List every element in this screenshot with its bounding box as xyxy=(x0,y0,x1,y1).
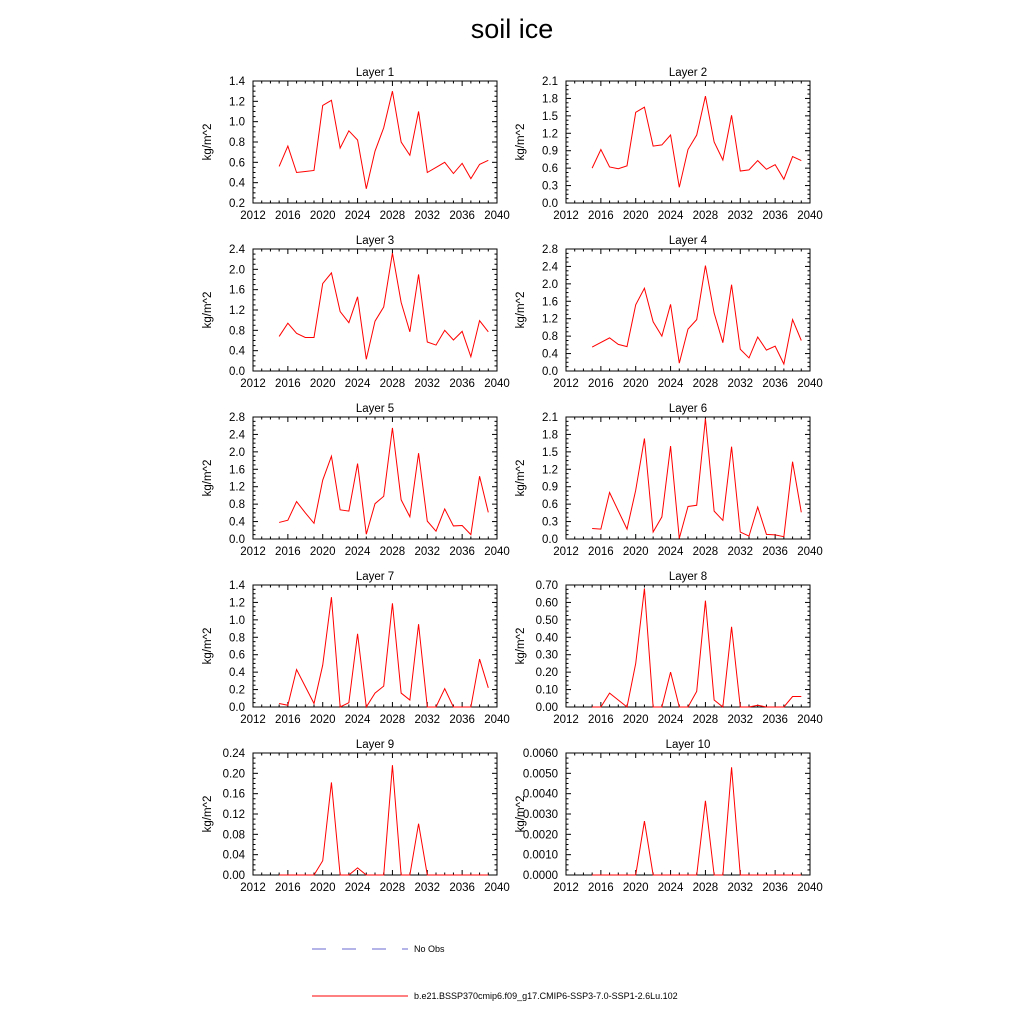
y-axis-label: kg/m^2 xyxy=(202,123,214,161)
x-tick-label: 2032 xyxy=(727,378,754,390)
x-tick-label: 2016 xyxy=(588,210,614,222)
chart-title: Layer 1 xyxy=(355,67,395,79)
x-tick-label: 2024 xyxy=(657,714,684,726)
y-tick-label: 0.4 xyxy=(229,345,245,358)
y-tick-label: 0.0060 xyxy=(522,748,558,760)
y-tick-label: 2.8 xyxy=(542,244,558,256)
x-tick-label: 2040 xyxy=(484,210,510,222)
x-tick-label: 2032 xyxy=(727,210,754,222)
x-tick-label: 2036 xyxy=(762,882,788,894)
y-tick-label: 2.4 xyxy=(229,244,245,256)
x-tick-label: 2016 xyxy=(275,882,301,894)
y-axis-label: kg/m^2 xyxy=(202,459,214,497)
y-tick-label: 2.0 xyxy=(542,278,558,291)
y-axis-label: kg/m^2 xyxy=(515,123,527,161)
y-tick-label: 2.0 xyxy=(229,446,245,459)
y-tick-label: 2.4 xyxy=(229,429,245,442)
x-tick-label: 2024 xyxy=(344,210,371,222)
x-tick-label: 2016 xyxy=(588,378,614,390)
x-tick-label: 2036 xyxy=(449,714,475,726)
chart-title: Layer 9 xyxy=(355,739,395,751)
chart-title: Layer 4 xyxy=(668,235,708,247)
x-tick-label: 2024 xyxy=(344,378,371,390)
x-tick-label: 2028 xyxy=(379,546,406,558)
chart-layer-7 xyxy=(202,571,510,726)
chart-layer-9 xyxy=(202,739,510,894)
x-tick-label: 2036 xyxy=(449,882,475,894)
x-tick-label: 2024 xyxy=(344,882,371,894)
x-tick-label: 2032 xyxy=(414,882,441,894)
series-line xyxy=(592,419,801,539)
y-tick-label: 2.1 xyxy=(542,76,558,88)
y-tick-label: 1.8 xyxy=(542,429,558,442)
y-tick-label: 0.12 xyxy=(222,809,245,821)
y-tick-label: 1.6 xyxy=(229,464,245,477)
x-tick-label: 2020 xyxy=(309,546,336,558)
chart-title: Layer 5 xyxy=(355,403,395,415)
y-tick-label: 2.1 xyxy=(542,412,558,424)
series-line xyxy=(279,765,488,875)
y-tick-label: 1.4 xyxy=(229,580,245,592)
x-tick-label: 2040 xyxy=(484,378,510,390)
series-line xyxy=(279,428,488,535)
y-tick-label: 0.50 xyxy=(535,614,558,627)
y-tick-label: 0.0 xyxy=(229,702,245,714)
y-tick-label: 0.04 xyxy=(222,849,245,862)
x-tick-label: 2020 xyxy=(622,210,649,222)
y-tick-label: 1.6 xyxy=(229,284,245,297)
x-tick-label: 2024 xyxy=(657,210,684,222)
x-tick-label: 2016 xyxy=(275,714,301,726)
y-tick-label: 0.0030 xyxy=(522,809,558,821)
chart-title: Layer 3 xyxy=(355,235,395,247)
x-tick-label: 2020 xyxy=(622,714,649,726)
x-tick-label: 2032 xyxy=(414,210,441,222)
y-tick-label: 0.3 xyxy=(542,516,558,529)
y-tick-label: 2.8 xyxy=(229,412,245,424)
x-tick-label: 2020 xyxy=(309,210,336,222)
y-tick-label: 0.4 xyxy=(542,348,558,361)
x-tick-label: 2016 xyxy=(275,546,301,558)
y-tick-label: 0.8 xyxy=(229,632,245,645)
y-tick-label: 1.2 xyxy=(229,96,245,109)
y-tick-label: 0.24 xyxy=(222,748,245,760)
x-tick-label: 2028 xyxy=(692,714,719,726)
y-axis-label: kg/m^2 xyxy=(515,459,527,497)
y-tick-label: 1.2 xyxy=(542,464,558,477)
chart-layer-4 xyxy=(515,235,823,390)
chart-layer-3 xyxy=(202,235,510,390)
x-tick-label: 2032 xyxy=(727,546,754,558)
y-tick-label: 0.6 xyxy=(229,649,245,662)
series-line xyxy=(592,767,801,875)
page-title: soil ice xyxy=(470,14,554,44)
y-tick-label: 1.4 xyxy=(229,76,245,88)
x-tick-label: 2016 xyxy=(588,714,614,726)
y-tick-label: 0.3 xyxy=(542,180,558,193)
y-tick-label: 0.70 xyxy=(535,580,558,592)
x-tick-label: 2028 xyxy=(692,546,719,558)
x-tick-label: 2040 xyxy=(797,546,823,558)
x-tick-label: 2028 xyxy=(379,210,406,222)
chart-layer-6 xyxy=(515,403,823,558)
y-tick-label: 2.4 xyxy=(542,261,558,274)
x-tick-label: 2012 xyxy=(240,546,266,558)
y-tick-label: 0.0050 xyxy=(522,768,558,781)
x-tick-label: 2012 xyxy=(553,378,579,390)
y-tick-label: 1.2 xyxy=(542,313,558,326)
y-tick-label: 0.8 xyxy=(542,331,558,344)
y-tick-label: 0.40 xyxy=(535,632,558,645)
y-tick-label: 1.0 xyxy=(229,116,245,129)
y-tick-label: 1.2 xyxy=(229,305,245,317)
plot-frame xyxy=(253,81,497,203)
y-tick-label: 1.5 xyxy=(542,110,558,123)
y-tick-label: 0.8 xyxy=(229,325,245,338)
x-tick-label: 2040 xyxy=(484,714,510,726)
x-tick-label: 2040 xyxy=(797,378,823,390)
y-tick-label: 0.0010 xyxy=(522,849,558,862)
y-tick-label: 1.6 xyxy=(542,296,558,309)
y-tick-label: 0.20 xyxy=(222,768,245,781)
x-tick-label: 2040 xyxy=(797,882,823,894)
y-tick-label: 0.0020 xyxy=(522,829,558,842)
x-tick-label: 2040 xyxy=(484,882,510,894)
x-tick-label: 2024 xyxy=(657,882,684,894)
y-axis-label: kg/m^2 xyxy=(202,795,214,833)
x-tick-label: 2040 xyxy=(797,210,823,222)
y-tick-label: 0.6 xyxy=(542,163,558,176)
y-axis-label: kg/m^2 xyxy=(202,627,214,665)
y-tick-label: 0.10 xyxy=(535,684,558,697)
legend-no-obs-swatch xyxy=(310,944,410,954)
x-tick-label: 2012 xyxy=(240,378,266,390)
x-tick-label: 2040 xyxy=(484,546,510,558)
x-tick-label: 2028 xyxy=(692,378,719,390)
x-tick-label: 2036 xyxy=(762,546,788,558)
y-axis-label: kg/m^2 xyxy=(515,291,527,329)
x-tick-label: 2012 xyxy=(240,210,266,222)
y-tick-label: 0.00 xyxy=(535,702,558,714)
x-tick-label: 2020 xyxy=(309,714,336,726)
y-axis-label: kg/m^2 xyxy=(515,795,527,833)
x-tick-label: 2012 xyxy=(240,714,266,726)
plot-frame xyxy=(566,249,810,371)
x-tick-label: 2012 xyxy=(553,546,579,558)
plot-frame xyxy=(253,753,497,875)
chart-title: Layer 6 xyxy=(668,403,708,415)
chart-layer-8 xyxy=(515,571,823,726)
x-tick-label: 2040 xyxy=(797,714,823,726)
x-tick-label: 2016 xyxy=(588,546,614,558)
y-tick-label: 0.0 xyxy=(229,366,245,378)
x-tick-label: 2036 xyxy=(762,210,788,222)
plot-frame xyxy=(253,417,497,539)
y-tick-label: 0.00 xyxy=(222,870,245,882)
chart-layer-5 xyxy=(202,403,510,558)
x-tick-label: 2036 xyxy=(762,378,788,390)
series-line xyxy=(279,91,488,189)
chart-layer-2 xyxy=(515,67,823,222)
y-tick-label: 0.2 xyxy=(229,684,245,697)
x-tick-label: 2012 xyxy=(553,210,579,222)
y-tick-label: 0.4 xyxy=(229,667,245,680)
y-tick-label: 0.9 xyxy=(542,481,558,494)
y-tick-label: 1.2 xyxy=(542,128,558,141)
x-tick-label: 2028 xyxy=(692,210,719,222)
y-tick-label: 0.6 xyxy=(229,157,245,170)
y-tick-label: 2.0 xyxy=(229,264,245,277)
x-tick-label: 2012 xyxy=(240,882,266,894)
x-tick-label: 2012 xyxy=(553,882,579,894)
y-tick-label: 1.0 xyxy=(229,614,245,627)
y-tick-label: 0.16 xyxy=(222,788,245,801)
y-tick-label: 0.8 xyxy=(229,499,245,512)
chart-title: Layer 2 xyxy=(668,67,708,79)
legend-series-label: b.e21.BSSP370cmip6.f09_g17.CMIP6-SSP3-7.0-SSP1-2.6Lu.102 xyxy=(414,991,678,1001)
x-tick-label: 2032 xyxy=(727,714,754,726)
y-tick-label: 0.0 xyxy=(229,534,245,546)
x-tick-label: 2020 xyxy=(622,882,649,894)
y-tick-label: 1.2 xyxy=(229,597,245,610)
y-tick-label: 0.0000 xyxy=(522,870,558,882)
chart-layer-10 xyxy=(515,739,823,894)
series-line xyxy=(279,597,488,707)
series-line xyxy=(592,96,801,187)
x-tick-label: 2032 xyxy=(414,546,441,558)
legend-series-swatch xyxy=(310,991,410,1001)
y-tick-label: 0.20 xyxy=(535,667,558,680)
y-tick-label: 1.5 xyxy=(542,446,558,459)
plot-frame xyxy=(253,249,497,371)
x-tick-label: 2028 xyxy=(379,714,406,726)
x-tick-label: 2024 xyxy=(657,378,684,390)
chart-layer-1 xyxy=(202,67,510,222)
y-tick-label: 0.2 xyxy=(229,198,245,210)
x-tick-label: 2028 xyxy=(692,882,719,894)
chart-title: Layer 10 xyxy=(665,739,711,751)
x-tick-label: 2036 xyxy=(449,378,475,390)
x-tick-label: 2028 xyxy=(379,882,406,894)
x-tick-label: 2036 xyxy=(449,210,475,222)
y-tick-label: 0.0040 xyxy=(522,788,558,801)
y-tick-label: 1.2 xyxy=(229,481,245,494)
y-tick-label: 0.0 xyxy=(542,366,558,378)
y-tick-label: 0.0 xyxy=(542,534,558,546)
x-tick-label: 2032 xyxy=(414,714,441,726)
y-tick-label: 0.0 xyxy=(542,198,558,210)
x-tick-label: 2016 xyxy=(588,882,614,894)
y-tick-label: 1.8 xyxy=(542,93,558,106)
x-tick-label: 2024 xyxy=(657,546,684,558)
x-tick-label: 2020 xyxy=(309,882,336,894)
x-tick-label: 2012 xyxy=(553,714,579,726)
y-tick-label: 0.60 xyxy=(535,597,558,610)
plot-frame xyxy=(253,585,497,707)
x-tick-label: 2032 xyxy=(414,378,441,390)
plot-frame xyxy=(566,81,810,203)
x-tick-label: 2028 xyxy=(379,378,406,390)
y-tick-label: 0.08 xyxy=(222,829,245,842)
series-line xyxy=(279,253,488,359)
series-line xyxy=(592,266,801,364)
x-tick-label: 2020 xyxy=(622,546,649,558)
chart-title: Layer 7 xyxy=(355,571,395,583)
x-tick-label: 2016 xyxy=(275,378,301,390)
y-tick-label: 0.30 xyxy=(535,649,558,662)
y-tick-label: 0.4 xyxy=(229,177,245,190)
plot-frame xyxy=(566,753,810,875)
series-line xyxy=(592,588,801,707)
x-tick-label: 2024 xyxy=(344,714,371,726)
x-tick-label: 2020 xyxy=(309,378,336,390)
legend-no-obs-label: No Obs xyxy=(414,944,445,954)
x-tick-label: 2020 xyxy=(622,378,649,390)
y-tick-label: 0.8 xyxy=(229,137,245,149)
x-tick-label: 2036 xyxy=(762,714,788,726)
y-tick-label: 0.4 xyxy=(229,516,245,529)
y-axis-label: kg/m^2 xyxy=(515,627,527,665)
y-tick-label: 0.9 xyxy=(542,145,558,158)
chart-title: Layer 8 xyxy=(668,571,708,583)
plot-frame xyxy=(566,585,810,707)
x-tick-label: 2016 xyxy=(275,210,301,222)
x-tick-label: 2024 xyxy=(344,546,371,558)
y-tick-label: 0.6 xyxy=(542,499,558,512)
y-axis-label: kg/m^2 xyxy=(202,291,214,329)
x-tick-label: 2036 xyxy=(449,546,475,558)
x-tick-label: 2032 xyxy=(727,882,754,894)
